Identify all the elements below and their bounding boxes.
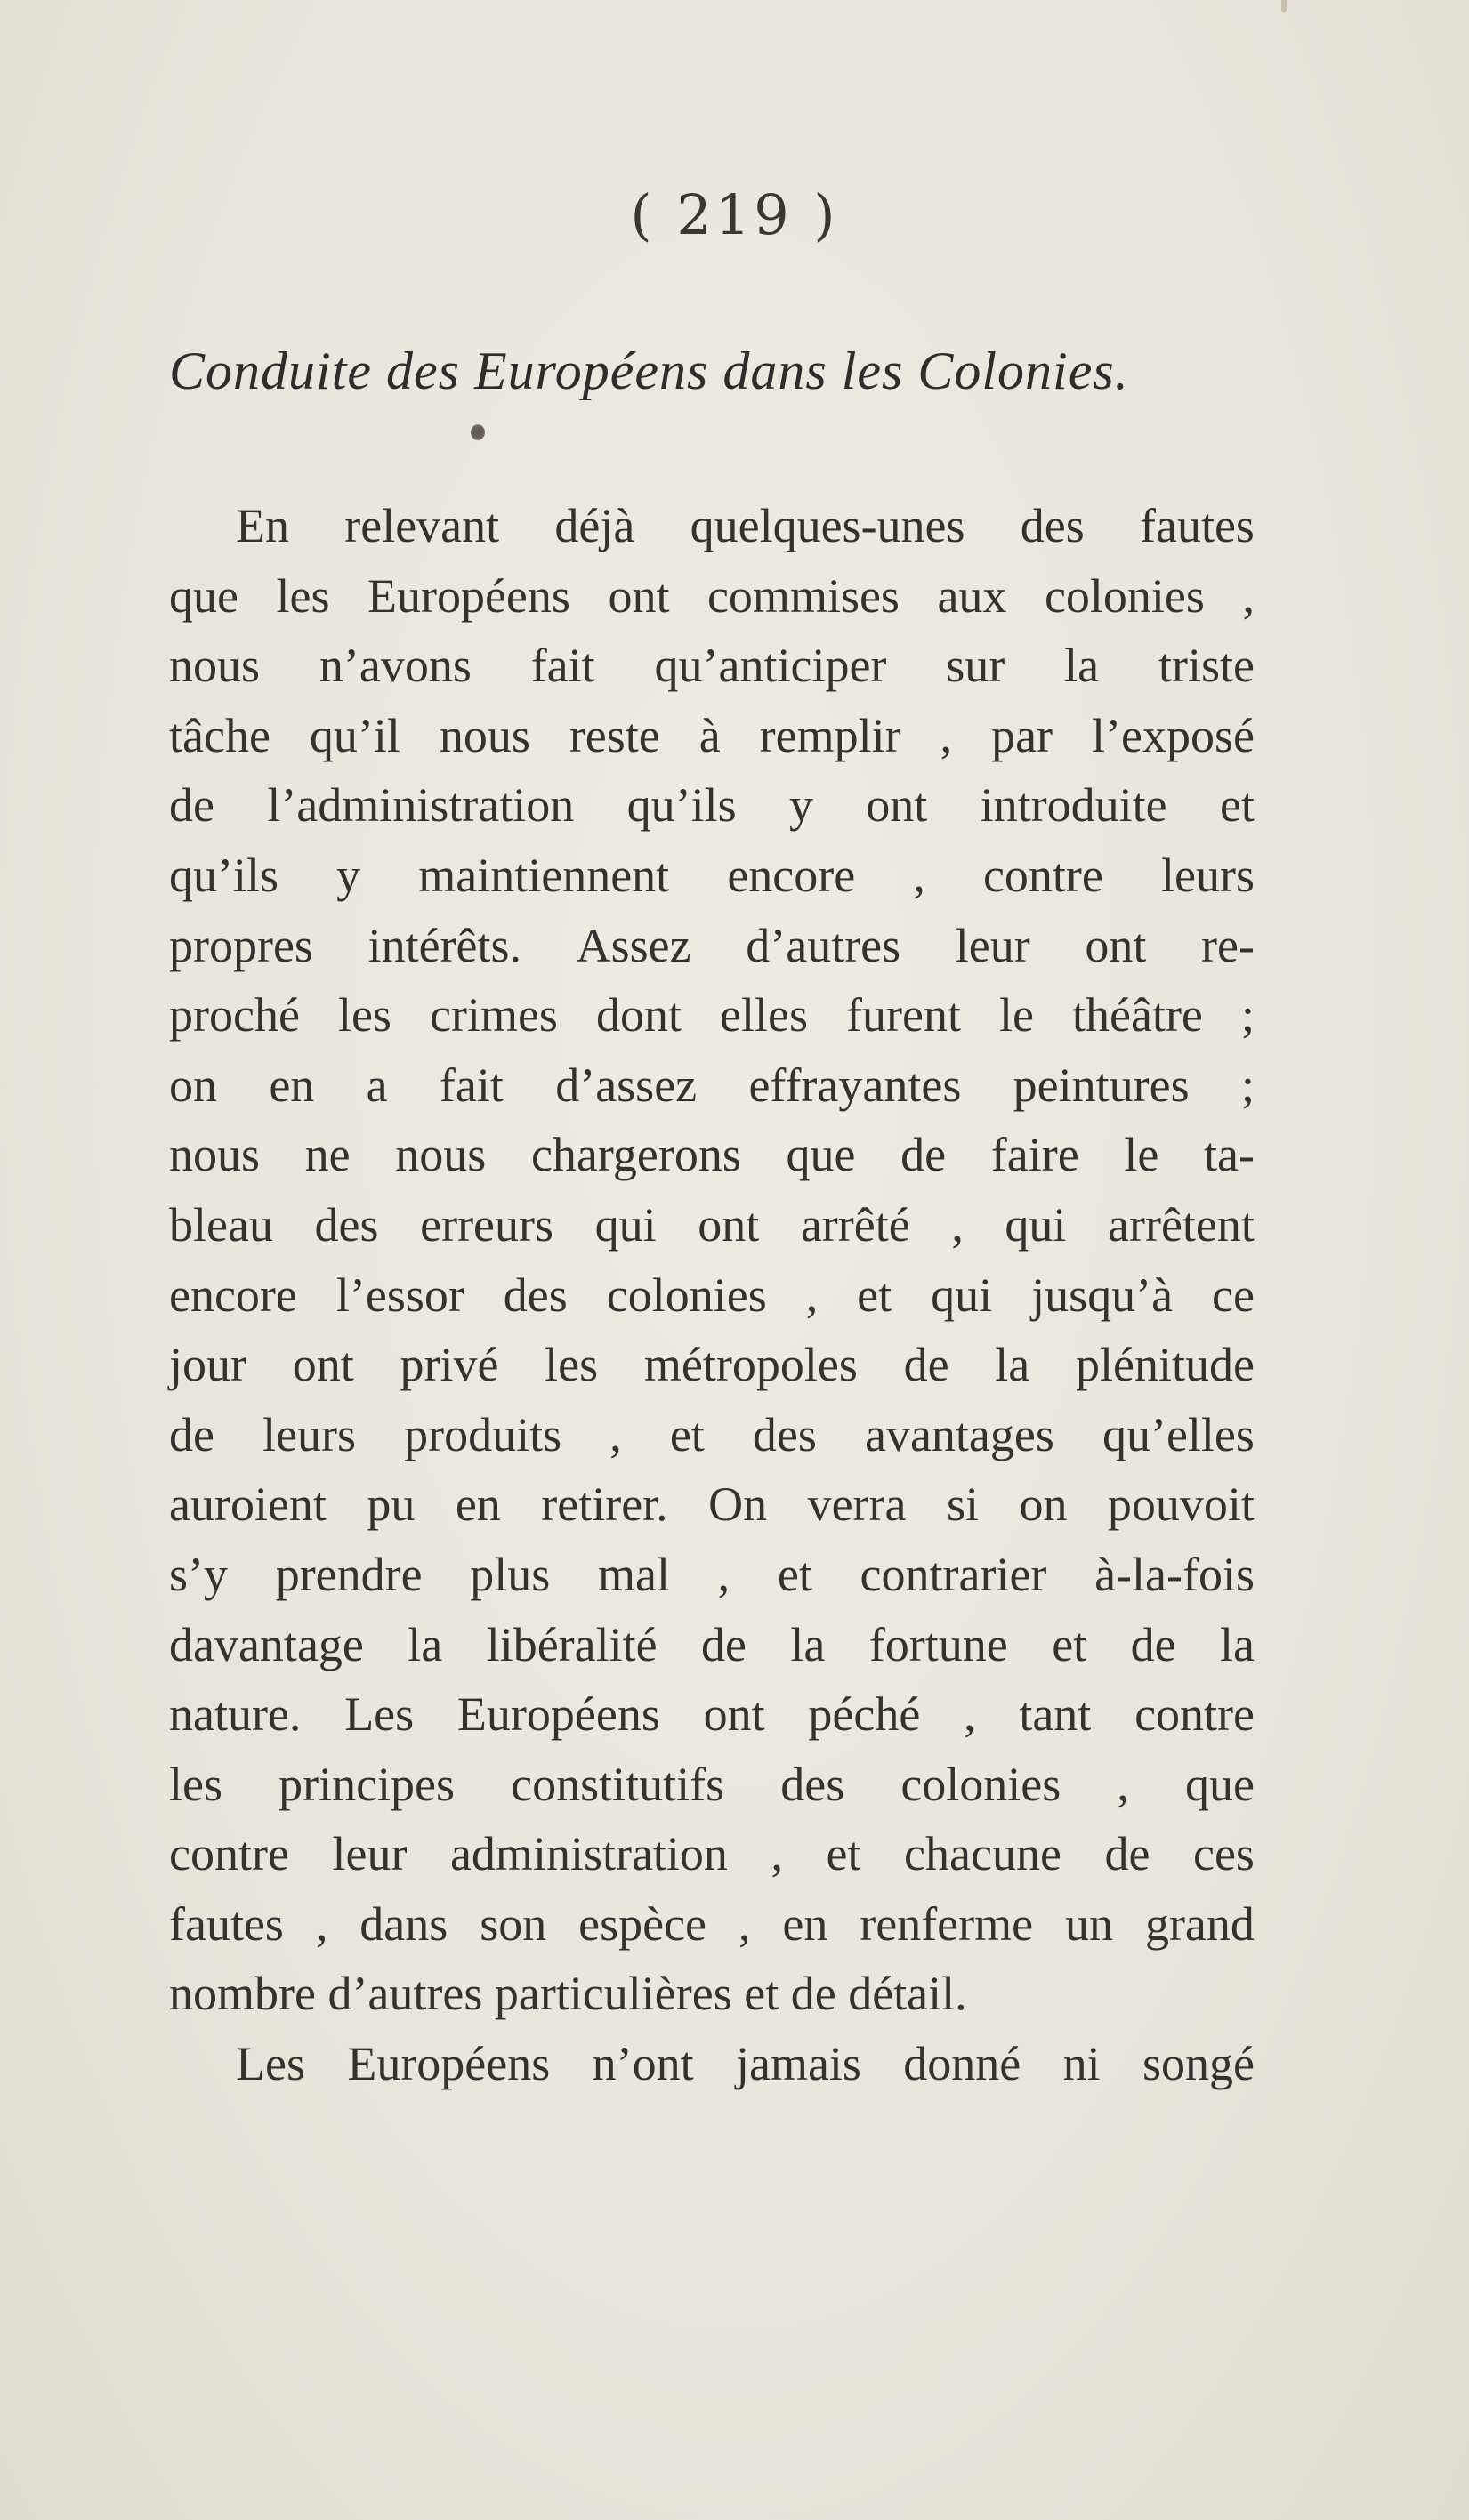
- word: contre: [1134, 1687, 1255, 1742]
- word: y: [788, 778, 813, 833]
- word: fait: [439, 1058, 504, 1112]
- word: d’autres: [327, 1967, 483, 2021]
- word: les: [276, 568, 330, 623]
- word: ,: [771, 1827, 783, 1881]
- word: d’autres: [746, 918, 901, 972]
- word: métropoles: [643, 1338, 858, 1392]
- word: les: [337, 988, 391, 1043]
- word: jamais: [735, 2037, 861, 2091]
- word: la: [790, 1617, 826, 1671]
- word: privé: [400, 1338, 499, 1392]
- word: la: [408, 1617, 443, 1671]
- word: dans: [359, 1896, 448, 1951]
- word: le: [1124, 1128, 1159, 1182]
- word: de: [903, 1338, 949, 1392]
- word: ,: [1242, 568, 1255, 623]
- text-line: [169, 631, 1255, 701]
- text-line: [169, 491, 1255, 561]
- word: jour: [169, 1338, 246, 1392]
- word: que: [169, 568, 238, 623]
- word: pu: [367, 1477, 416, 1532]
- word: on: [1019, 1477, 1068, 1532]
- word: ,: [805, 1268, 819, 1322]
- word: leurs: [262, 1407, 357, 1461]
- text-line: [169, 770, 1255, 841]
- word: colonies: [900, 1757, 1061, 1811]
- word: a: [366, 1058, 388, 1112]
- word: ,: [315, 1896, 328, 1951]
- word: nous: [439, 708, 530, 762]
- word: de: [1130, 1617, 1176, 1671]
- word: fortune: [868, 1617, 1008, 1671]
- word: ,: [738, 1896, 751, 1951]
- word: des: [1020, 499, 1085, 552]
- text-line: [169, 1120, 1255, 1190]
- word: la: [995, 1338, 1030, 1392]
- word: qu’ils: [169, 848, 279, 902]
- word: d’assez: [555, 1058, 698, 1112]
- word: verra: [807, 1477, 907, 1532]
- word: péché: [808, 1687, 921, 1742]
- word: si: [946, 1477, 979, 1532]
- word: renferme: [860, 1896, 1034, 1951]
- word: un: [1065, 1896, 1114, 1951]
- word: donné: [903, 2037, 1021, 2091]
- word: effrayantes: [748, 1058, 962, 1112]
- word: plénitude: [1076, 1338, 1255, 1392]
- word: constitutifs: [511, 1757, 725, 1811]
- word: leur: [332, 1827, 408, 1881]
- word: On: [708, 1477, 768, 1532]
- word: qui: [931, 1268, 993, 1322]
- word: colonies: [1044, 568, 1205, 623]
- word: quelques-unes: [690, 499, 965, 552]
- word: prendre: [275, 1547, 423, 1601]
- word: re-: [1201, 918, 1255, 972]
- word: théâtre: [1072, 988, 1203, 1043]
- word: par: [991, 708, 1053, 762]
- word: qu’elles: [1102, 1407, 1255, 1461]
- word: y: [336, 848, 361, 902]
- word: la: [1219, 1617, 1255, 1671]
- ink-spot: [471, 424, 485, 440]
- word: erreurs: [420, 1197, 554, 1252]
- word: de: [169, 1407, 214, 1461]
- word: ,: [609, 1407, 622, 1461]
- word: intérêts.: [367, 918, 522, 972]
- word: on: [169, 1058, 217, 1112]
- word: ont: [698, 1197, 760, 1252]
- word: Européens: [367, 568, 570, 623]
- word: remplir: [759, 708, 901, 762]
- word: détail.: [848, 1967, 967, 2021]
- word: des: [780, 1757, 845, 1811]
- word: Les: [236, 2037, 305, 2091]
- text-line: [169, 1260, 1255, 1331]
- text-line: [169, 980, 1255, 1051]
- text-line: [169, 1051, 1255, 1121]
- word: commises: [706, 568, 900, 623]
- word: ,: [717, 1547, 730, 1601]
- word: leurs: [1161, 848, 1255, 902]
- word: ce: [1212, 1268, 1255, 1322]
- word: contrarier: [860, 1547, 1047, 1601]
- word: arrêtent: [1108, 1197, 1255, 1252]
- word: les: [169, 1757, 222, 1811]
- word: encore: [169, 1268, 297, 1322]
- word: contre: [982, 848, 1103, 902]
- word: songé: [1142, 2037, 1255, 2091]
- word: introduite: [980, 778, 1167, 833]
- word: bleau: [169, 1197, 273, 1252]
- text-line: [169, 1750, 1255, 1820]
- word: à: [698, 708, 721, 762]
- page-number: ( 219 ): [630, 182, 839, 247]
- text-line: [169, 701, 1255, 771]
- word: Les: [344, 1687, 415, 1742]
- word: les: [545, 1338, 599, 1392]
- word: s’y: [169, 1547, 228, 1601]
- text-line: [169, 1540, 1255, 1610]
- word: ;: [1240, 988, 1255, 1043]
- word: ont: [292, 1338, 354, 1392]
- word: leur: [955, 918, 1030, 972]
- word: ,: [940, 708, 953, 762]
- word: propres: [169, 918, 313, 972]
- word: nombre: [169, 1967, 316, 2021]
- word: à-la-fois: [1094, 1547, 1255, 1601]
- word: en: [455, 1477, 501, 1532]
- word: de: [900, 1128, 947, 1182]
- word: des: [314, 1197, 379, 1252]
- word: ,: [951, 1197, 964, 1252]
- word: ;: [1240, 1058, 1255, 1112]
- word: principes: [278, 1757, 456, 1811]
- word: qu’il: [309, 708, 400, 762]
- word: ont: [703, 1687, 765, 1742]
- word: en: [782, 1896, 828, 1951]
- word: mal: [598, 1547, 670, 1601]
- text-line: [169, 1889, 1255, 1960]
- word: de: [169, 778, 214, 833]
- word: Européens: [347, 2037, 551, 2091]
- word: fautes: [169, 1896, 284, 1951]
- word: grand: [1144, 1896, 1255, 1951]
- word: qu’anticiper: [654, 639, 887, 693]
- text-line: [169, 1469, 1255, 1540]
- word: chargerons: [530, 1128, 741, 1182]
- text-line: [169, 1819, 1255, 1889]
- word: dont: [595, 988, 682, 1043]
- word: fautes: [1140, 499, 1255, 552]
- word: fait: [530, 639, 595, 693]
- word: l’exposé: [1091, 708, 1255, 762]
- word: colonies: [606, 1268, 767, 1322]
- word: que: [1184, 1757, 1255, 1811]
- text-line: [169, 1190, 1255, 1260]
- word: espèce: [578, 1896, 707, 1951]
- word: ont: [866, 778, 928, 833]
- word: ont: [1085, 918, 1147, 972]
- word: chacune: [904, 1827, 1061, 1881]
- word: Européens: [456, 1687, 660, 1742]
- word: proché: [169, 988, 300, 1043]
- word: et: [826, 1827, 861, 1881]
- word: arrêté: [800, 1197, 910, 1252]
- word: jusqu’à: [1031, 1268, 1174, 1322]
- word: relevant: [344, 499, 500, 552]
- word: sur: [946, 639, 1005, 693]
- word: et: [1219, 778, 1255, 833]
- word: qu’ils: [626, 778, 737, 833]
- word: En: [236, 499, 289, 552]
- word: triste: [1158, 639, 1255, 693]
- word: produits: [404, 1407, 562, 1461]
- word: le: [998, 988, 1034, 1043]
- word: et: [744, 1967, 779, 2021]
- word: et: [1052, 1617, 1087, 1671]
- word: avantages: [864, 1407, 1054, 1461]
- word: aux: [937, 568, 1007, 623]
- text-line: [169, 911, 1255, 981]
- word: des: [503, 1268, 568, 1322]
- word: l’essor: [335, 1268, 464, 1322]
- word: nature.: [169, 1687, 302, 1742]
- word: ne: [304, 1128, 351, 1182]
- word: pouvoit: [1107, 1477, 1255, 1532]
- text-line: [169, 841, 1255, 911]
- word: son: [480, 1896, 547, 1951]
- word: en: [269, 1058, 315, 1112]
- word: peintures: [1013, 1058, 1190, 1112]
- word: furent: [846, 988, 961, 1043]
- word: que: [786, 1128, 856, 1182]
- word: et: [669, 1407, 705, 1461]
- word: tant: [1019, 1687, 1092, 1742]
- word: de: [1104, 1827, 1150, 1881]
- word: n’ont: [592, 2037, 694, 2091]
- word: de: [701, 1617, 747, 1671]
- word: nous: [169, 1128, 261, 1182]
- word: ni: [1062, 2037, 1101, 2091]
- word: des: [752, 1407, 817, 1461]
- word: auroient: [169, 1477, 327, 1532]
- word: qui: [1005, 1197, 1067, 1252]
- word: nous: [169, 639, 261, 693]
- word: encore: [727, 848, 856, 902]
- text-line: [169, 1330, 1255, 1400]
- word: ,: [964, 1687, 976, 1742]
- word: maintiennent: [418, 848, 670, 902]
- chapter-title: Conduite des Européens dans les Colonies.: [169, 342, 1129, 400]
- page-edge-mark: [1281, 0, 1287, 12]
- word: particulières: [494, 1967, 732, 2021]
- word: crimes: [429, 988, 558, 1043]
- text-line: [169, 1610, 1255, 1680]
- word: faire: [990, 1128, 1079, 1182]
- word: Assez: [576, 918, 691, 972]
- word: et: [857, 1268, 892, 1322]
- word: retirer.: [541, 1477, 668, 1532]
- text-line: [169, 1679, 1255, 1750]
- word: l’administration: [267, 778, 575, 833]
- word: qui: [594, 1197, 657, 1252]
- word: tâche: [169, 708, 270, 762]
- word: n’avons: [319, 639, 472, 693]
- text-line: [169, 1400, 1255, 1470]
- body-text: [169, 491, 1255, 2099]
- word: nous: [395, 1128, 487, 1182]
- text-line: [169, 561, 1255, 632]
- text-line: [169, 1959, 1255, 2029]
- word: et: [777, 1547, 812, 1601]
- word: elles: [720, 988, 808, 1043]
- word: contre: [169, 1827, 289, 1881]
- word: ta-: [1204, 1128, 1255, 1182]
- word: libéralité: [486, 1617, 658, 1671]
- word: ,: [1117, 1757, 1129, 1811]
- word: de: [790, 1967, 836, 2021]
- word: davantage: [169, 1617, 364, 1671]
- word: administration: [449, 1827, 728, 1881]
- word: plus: [470, 1547, 551, 1601]
- word: ,: [913, 848, 925, 902]
- word: déjà: [554, 499, 635, 552]
- text-line: [169, 2029, 1255, 2099]
- word: reste: [569, 708, 660, 762]
- word: ces: [1192, 1827, 1255, 1881]
- word: la: [1064, 639, 1100, 693]
- word: ont: [608, 568, 670, 623]
